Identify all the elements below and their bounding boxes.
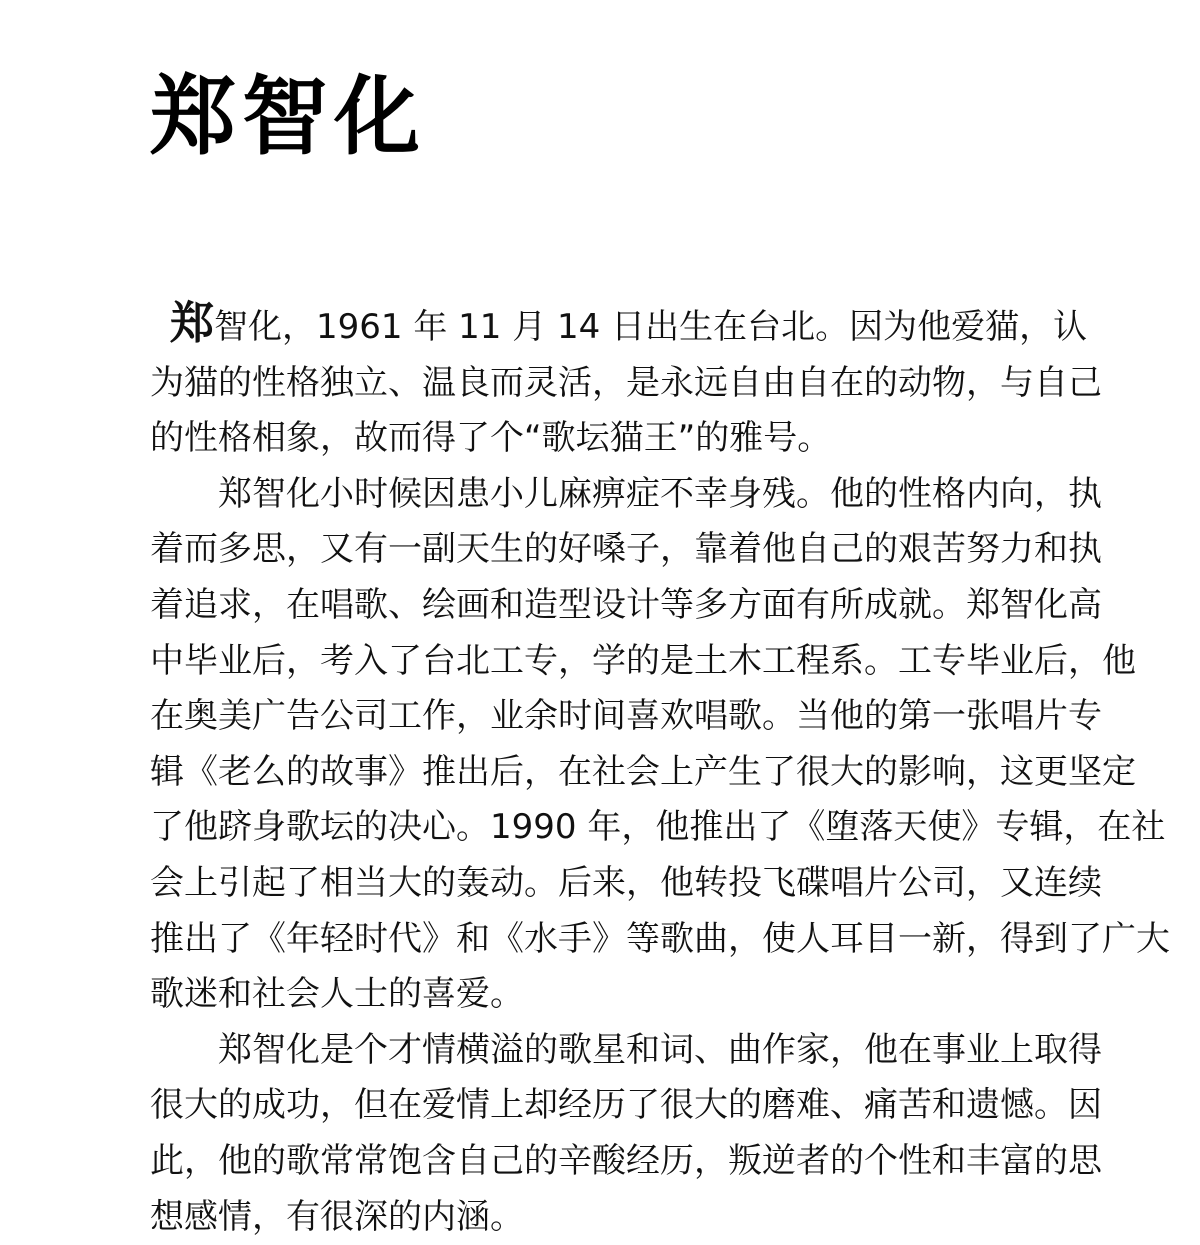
text-line: 此，他的歌常常饱含自己的辛酸经历，叛逆者的个性和丰富的思 [150, 1134, 1042, 1190]
text-line-content: 智化，1961 年 11 月 14 日出生在台北。因为他爱猫，认 [214, 307, 1087, 347]
text-line: 郑智化小时候因患小儿麻痹症不幸身残。他的性格内向，执 [150, 467, 1042, 523]
text-line: 了他跻身歌坛的决心。1990 年，他推出了《堕落天使》专辑，在社 [150, 800, 1042, 856]
text-line: 着而多思，又有一副天生的好嗓子，靠着他自己的艰苦努力和执 [150, 522, 1042, 578]
text-line: 着追求，在唱歌、绘画和造型设计等多方面有所成就。郑智化高 [150, 578, 1042, 634]
first-character: 郑 [170, 304, 214, 344]
text-line: 为猫的性格独立、温良而灵活，是永远自由自在的动物，与自己 [150, 356, 1042, 412]
text-line: 的性格相象，故而得了个“歌坛猫王”的雅号。 [150, 411, 1042, 467]
text-line: 推出了《年轻时代》和《水手》等歌曲，使人耳目一新，得到了广大 [150, 912, 1042, 968]
paragraph-3 [150, 1023, 1042, 1245]
text-line: 在奥美广告公司工作，业余时间喜欢唱歌。当他的第一张唱片专 [150, 689, 1042, 745]
paragraph-2 [150, 467, 1042, 1023]
text-line: 歌迷和社会人士的喜爱。 [150, 967, 1042, 1023]
text-line: 郑智化是个才情横溢的歌星和词、曲作家，他在事业上取得 [150, 1023, 1042, 1079]
text-line: 中毕业后，考入了台北工专，学的是土木工程系。工专毕业后，他 [150, 634, 1042, 690]
text-line: 想感情，有很深的内涵。 [150, 1190, 1042, 1245]
text-line: 会上引起了相当大的轰动。后来，他转投飞碟唱片公司，又连续 [150, 856, 1042, 912]
text-line: 辑《老么的故事》推出后，在社会上产生了很大的影响，这更坚定 [150, 745, 1042, 801]
text-line: 很大的成功，但在爱情上却经历了很大的磨难、痛苦和遗憾。因 [150, 1078, 1042, 1134]
paragraph-1 [150, 300, 1042, 467]
page-title: 郑智化 [150, 62, 426, 172]
text-line [150, 300, 1042, 356]
article-body [150, 300, 1042, 1245]
